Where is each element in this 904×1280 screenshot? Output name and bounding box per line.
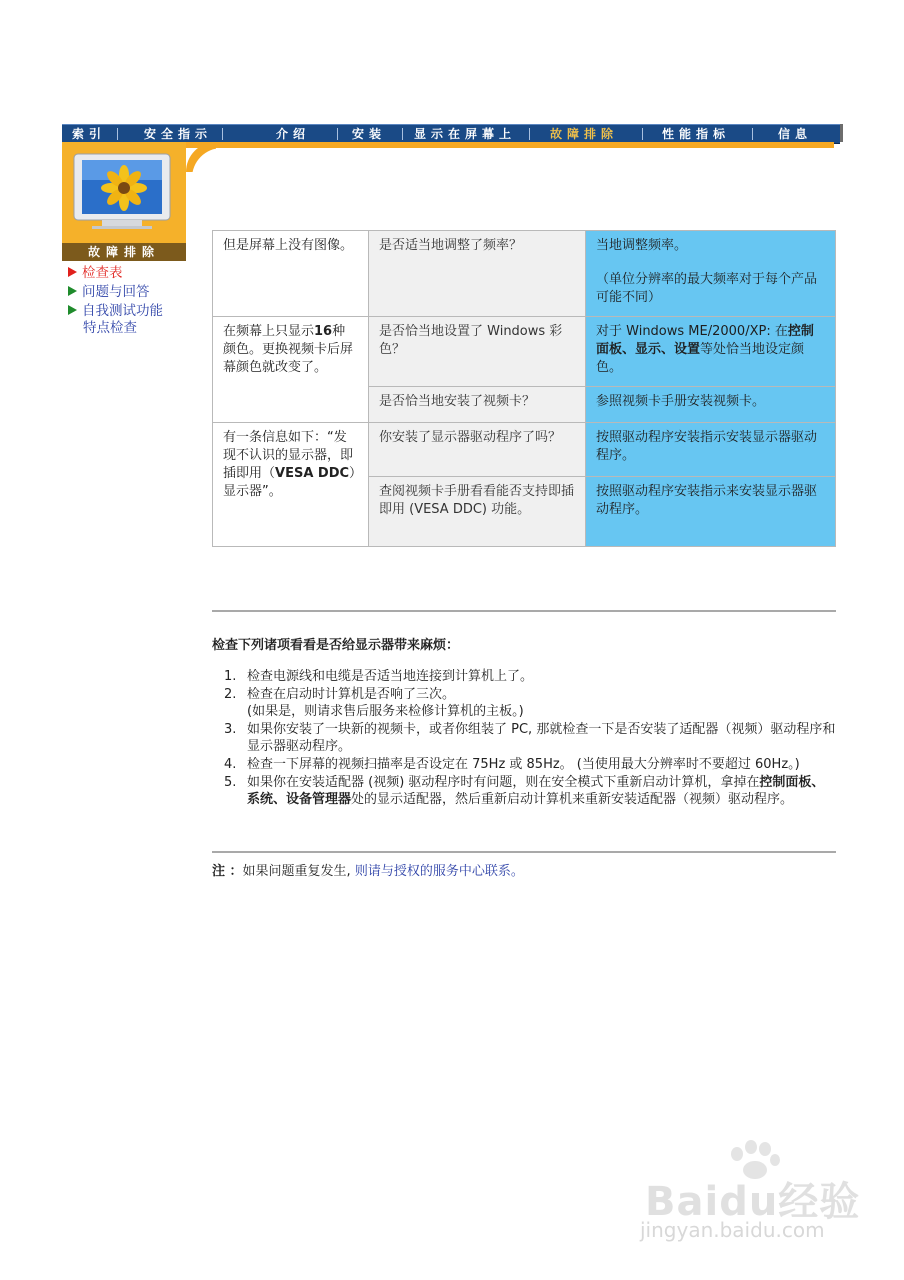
solution-cell: [586, 477, 836, 547]
check-cell: [369, 423, 586, 477]
top-navigation-bar: [62, 124, 840, 144]
sidebar-link-label: 问题与回答: [82, 284, 150, 300]
nav-item-troubleshooting[interactable]: 故障排除: [550, 127, 619, 141]
check-cell: [369, 387, 586, 423]
check-text: 查阅视频卡手册看看能否支持即插即用 (VESA DDC) 功能。: [379, 484, 575, 517]
sidebar-link-label: 自我测试功能: [82, 303, 163, 319]
check-cell: [369, 231, 586, 317]
list-text: 检查一下屏幕的视频扫描率是否设定在 75Hz 或 85Hz。 (当使用最大分辨率时不要超过 60Hz。): [247, 757, 800, 772]
nav-end-cap: [840, 124, 843, 142]
symptom-cell: [213, 317, 369, 423]
list-item: [212, 686, 836, 720]
solution-cell: [586, 387, 836, 423]
check-cell: [369, 317, 586, 387]
symptom-number: 16: [314, 324, 333, 339]
nav-separator: [752, 128, 753, 140]
solution-text: 按照驱动程序安装指示安装显示器驱动程序。: [596, 430, 818, 463]
list-item: [212, 668, 836, 685]
solution-text: 按照驱动程序安装指示来安装显示器驱动程序。: [596, 484, 818, 517]
list-text: 如果你安装了一块新的视频卡，或者你组装了 PC, 那就检查一下是否安装了适配器（视频）驱动程序和显示器驱动程序。: [247, 722, 836, 754]
arrow-right-icon: [68, 267, 77, 277]
symptom-text: ）显示器”。: [223, 466, 356, 499]
list-text: 检查在启动时计算机是否响了三次。: [247, 687, 456, 702]
symptom-text: 但是屏幕上没有图像。: [223, 238, 354, 253]
sidebar-link-qa[interactable]: [68, 283, 150, 301]
nav-separator: [222, 128, 223, 140]
watermark-brand: Baidu经验: [645, 1179, 861, 1225]
arrow-right-icon: [68, 305, 77, 315]
check-text: 你安装了显示器驱动程序了吗？: [379, 430, 562, 445]
nav-item-information[interactable]: 信息: [778, 127, 813, 141]
sidebar-link-checklist[interactable]: [68, 264, 123, 282]
solution-text: 参照视频卡手册安装视频卡。: [596, 394, 766, 409]
nav-item-specifications[interactable]: 性能指标: [662, 127, 731, 141]
nav-separator: [529, 128, 530, 140]
nav-item-index[interactable]: 索引: [72, 127, 107, 141]
solution-text: 等处恰当地设定颜色。: [596, 342, 805, 375]
nav-separator: [117, 128, 118, 140]
solution-note: （单位分辨率的最大频率对于每个产品可能不同）: [596, 272, 818, 305]
symptom-text: 有一条信息如下：“发现不认识的显示器，即插即用（: [223, 430, 354, 481]
list-item: [212, 756, 836, 773]
nav-item-safety[interactable]: 安全指示: [144, 127, 213, 141]
nav-separator: [642, 128, 643, 140]
sidebar-link-feature-check[interactable]: [68, 319, 137, 337]
check-text: 是否恰当地安装了视频卡？: [379, 394, 536, 409]
list-number: 1.: [224, 669, 237, 684]
solution-cell: [586, 423, 836, 477]
troubleshooting-table: [212, 230, 836, 547]
section-divider: [212, 610, 836, 612]
watermark-url: jingyan.baidu.com: [640, 1218, 825, 1242]
service-center-link[interactable]: 则请与授权的服务中心联系。: [354, 864, 524, 879]
sidebar-link-label: 特点检查: [83, 320, 137, 336]
solution-path: 控制面板、显示、设置: [596, 324, 814, 357]
note-text: 如果问题重复发生,: [242, 864, 351, 879]
list-number: 3.: [224, 722, 237, 737]
symptom-cell: [213, 423, 369, 547]
list-item: [212, 721, 836, 755]
check-cell: [369, 477, 586, 547]
nav-item-introduction[interactable]: 介绍: [276, 127, 311, 141]
list-text: 检查电源线和电缆是否适当地连接到计算机上了。: [247, 669, 534, 684]
symptom-acronym: VESA DDC: [275, 466, 350, 481]
list-text: 如果你在安装适配器 (视频) 驱动程序时有问题，则在安全模式下重新启动计算机，拿掉在: [247, 775, 760, 790]
sidebar-link-self-test[interactable]: [68, 302, 163, 320]
solution-cell: [586, 317, 836, 387]
check-text: 是否恰当地设置了 Windows 彩色？: [379, 324, 563, 357]
solution-text: 对于 Windows ME/2000/XP: 在: [596, 324, 788, 339]
checklist-intro: 检查下列诸项看看是否给显示器带来麻烦：: [212, 638, 460, 653]
check-text: 是否适当地调整了频率？: [379, 238, 523, 253]
table-row: [213, 423, 836, 477]
symptom-cell: [213, 231, 369, 317]
sidebar-section-title: 故障排除: [62, 243, 186, 261]
solution-text: 当地调整频率。: [596, 238, 688, 253]
nav-separator: [402, 128, 403, 140]
table-row: [213, 317, 836, 387]
list-item: [212, 774, 836, 808]
symptom-text: 在频幕上只显示: [223, 324, 315, 339]
table-row: [213, 231, 836, 317]
list-text: 处的显示适配器，然后重新启动计算机来重新安装适配器（视频）驱动程序。: [351, 792, 794, 807]
sidebar-link-label: 检查表: [82, 265, 123, 281]
note-label: 注 ：: [212, 864, 243, 879]
nav-item-on-screen[interactable]: 显示在屏幕上: [414, 127, 517, 141]
solution-cell: [586, 231, 836, 317]
list-note: (如果是，则请求售后服务来检修计算机的主板。): [247, 704, 524, 719]
nav-separator: [337, 128, 338, 140]
checklist: [212, 668, 836, 808]
nav-item-install[interactable]: 安装: [352, 127, 387, 141]
list-number: 4.: [224, 757, 237, 772]
section-divider: [212, 851, 836, 853]
monitor-icon: [72, 152, 172, 230]
list-path: 控制面板、系统、设备管理器: [247, 775, 825, 807]
arrow-right-icon: [68, 286, 77, 296]
list-number: 2.: [224, 687, 237, 702]
symptom-text: 种颜色。更换视频卡后屏幕颜色就改变了。: [223, 324, 354, 375]
note-line: [212, 860, 524, 879]
list-number: 5.: [224, 775, 237, 790]
